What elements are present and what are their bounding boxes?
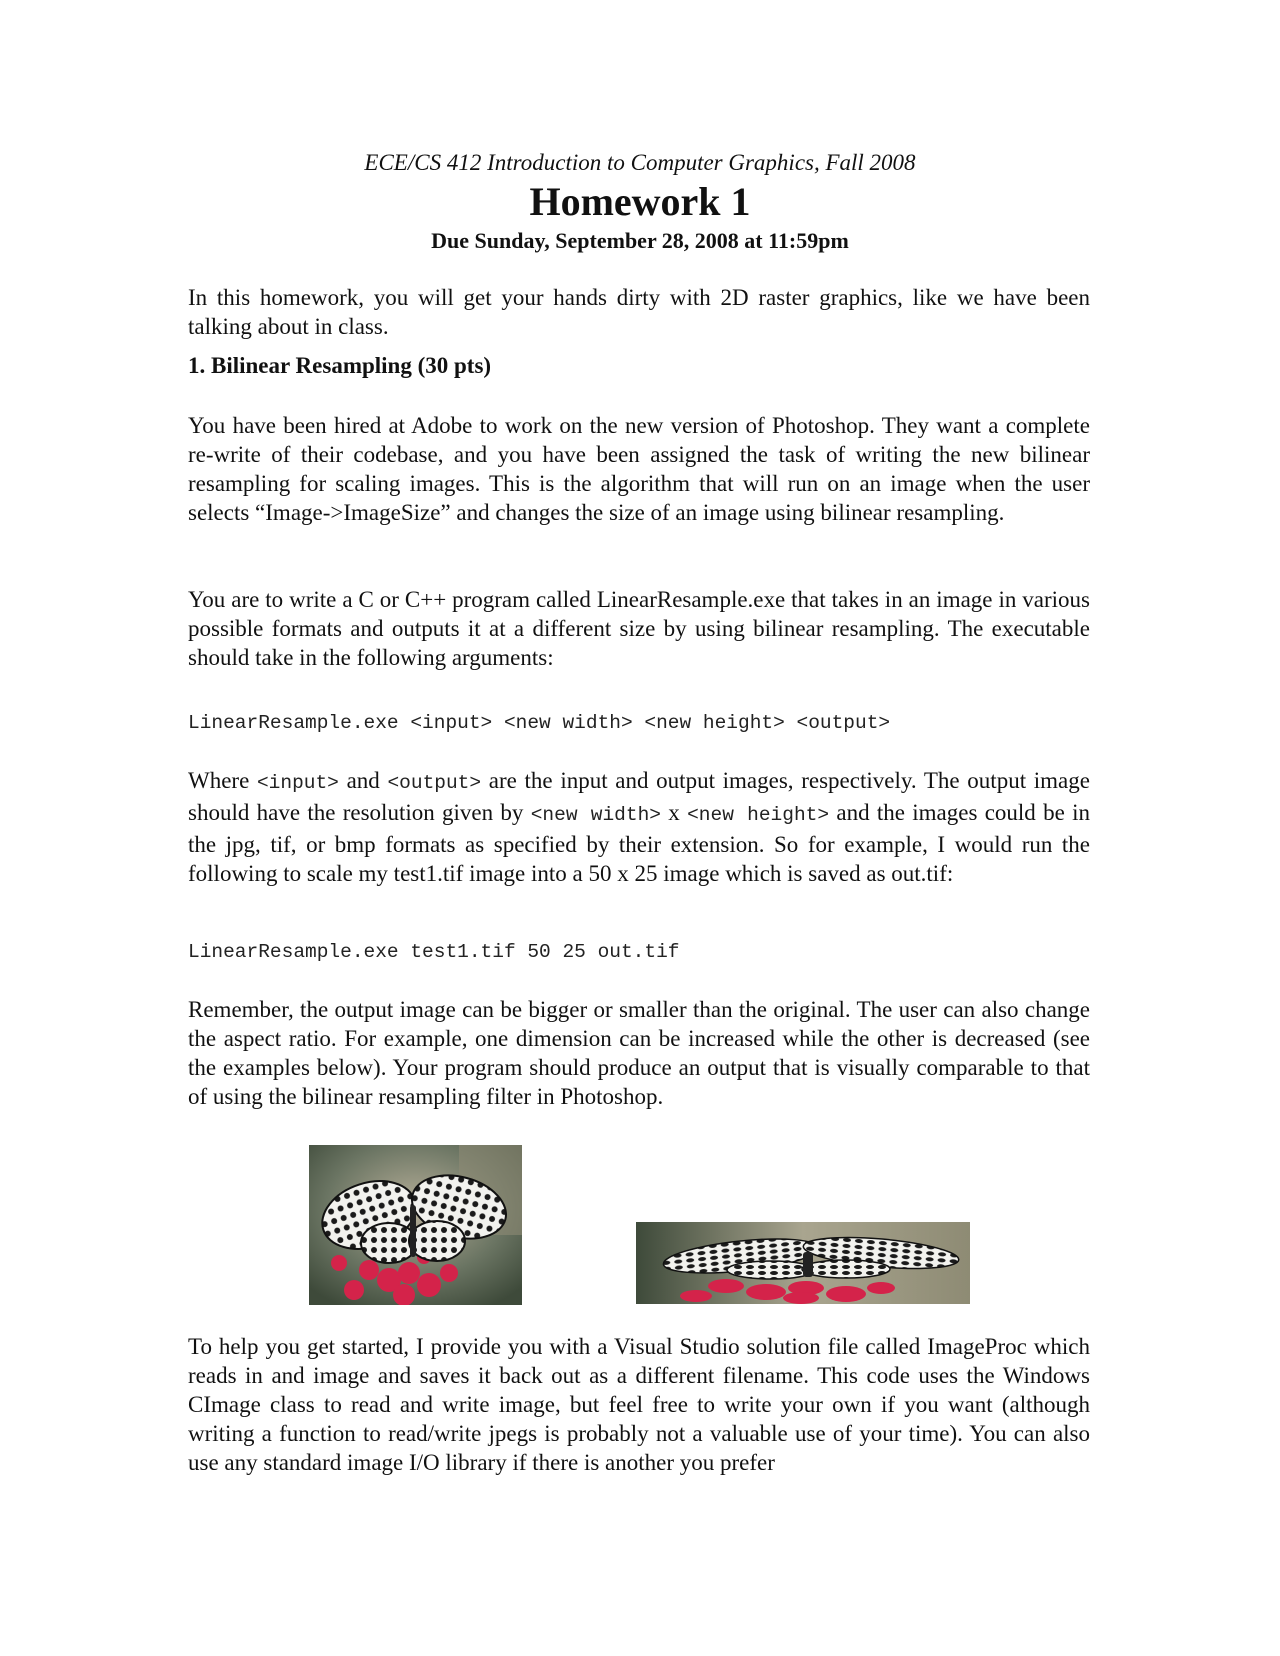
example-command: LinearResample.exe test1.tif 50 25 out.tif: [188, 941, 680, 963]
paragraph-hired: You have been hired at Adobe to work on the new version of Photoshop. They want a complete re-write of their codebase, and you have been assigned the task of writing the new bilinear resampling for scaling images. This is the algorithm that will run on an image when the user selects “Image->ImageSize” and changes the size of an image using bilinear resampling.: [188, 413, 1090, 525]
butterfly-resized-image: [636, 1222, 970, 1304]
paragraph-program: You are to write a C or C++ program called LinearResample.exe that takes in an image in various possible formats and outputs it at a different size by using bilinear resampling. The executable should take in the following arguments:: [188, 587, 1090, 670]
paragraph-remember: Remember, the output image can be bigger or smaller than the original. The user can also change the aspect ratio. For example, one dimension can be increased while the other is decreased (see the examples below). Your program should produce an output that is visually comparable to that of using the bilinear resampling filter in Photoshop.: [188, 997, 1090, 1109]
butterfly-original-image: [309, 1145, 522, 1305]
due-date: Due Sunday, September 28, 2008 at 11:59pm: [431, 228, 849, 253]
code-new-height: <new height>: [687, 804, 830, 826]
usage-command: LinearResample.exe <input> <new width> <new height> <output>: [188, 712, 891, 734]
course-title: ECE/CS 412 Introduction to Computer Graphics, Fall 2008: [364, 150, 916, 175]
homework-title: Homework 1: [529, 179, 751, 224]
code-output: <output>: [387, 772, 482, 794]
intro-paragraph: In this homework, you will get your hands dirty with 2D raster graphics, like we have been talking about in class.: [188, 285, 1090, 339]
paragraph-getting-started: To help you get started, I provide you with a Visual Studio solution file called ImageProc which reads in and image and saves it back out as a different filename. This code uses the Windows CImage class to read and write image, but feel free to write your own if you want (although writing a function to read/write jpegs is probably not a valuable use of your time). You can also use any standard image I/O library if there is another you prefer: [188, 1334, 1090, 1475]
code-input: <input>: [256, 772, 339, 794]
section-heading: 1. Bilinear Resampling (30 pts): [188, 353, 492, 378]
code-new-width: <new width>: [530, 804, 661, 826]
paragraph-arguments: Where <input> and <output> are the input and output images, respectively. The output image should have the resolution given by <new width> x <new height> and the images could be in the jpg, tif, or bmp formats as specified by their extension. So for example, I would run the following to scale my test1.tif image into a 50 x 25 image which is saved as out.tif:: [188, 768, 1090, 886]
